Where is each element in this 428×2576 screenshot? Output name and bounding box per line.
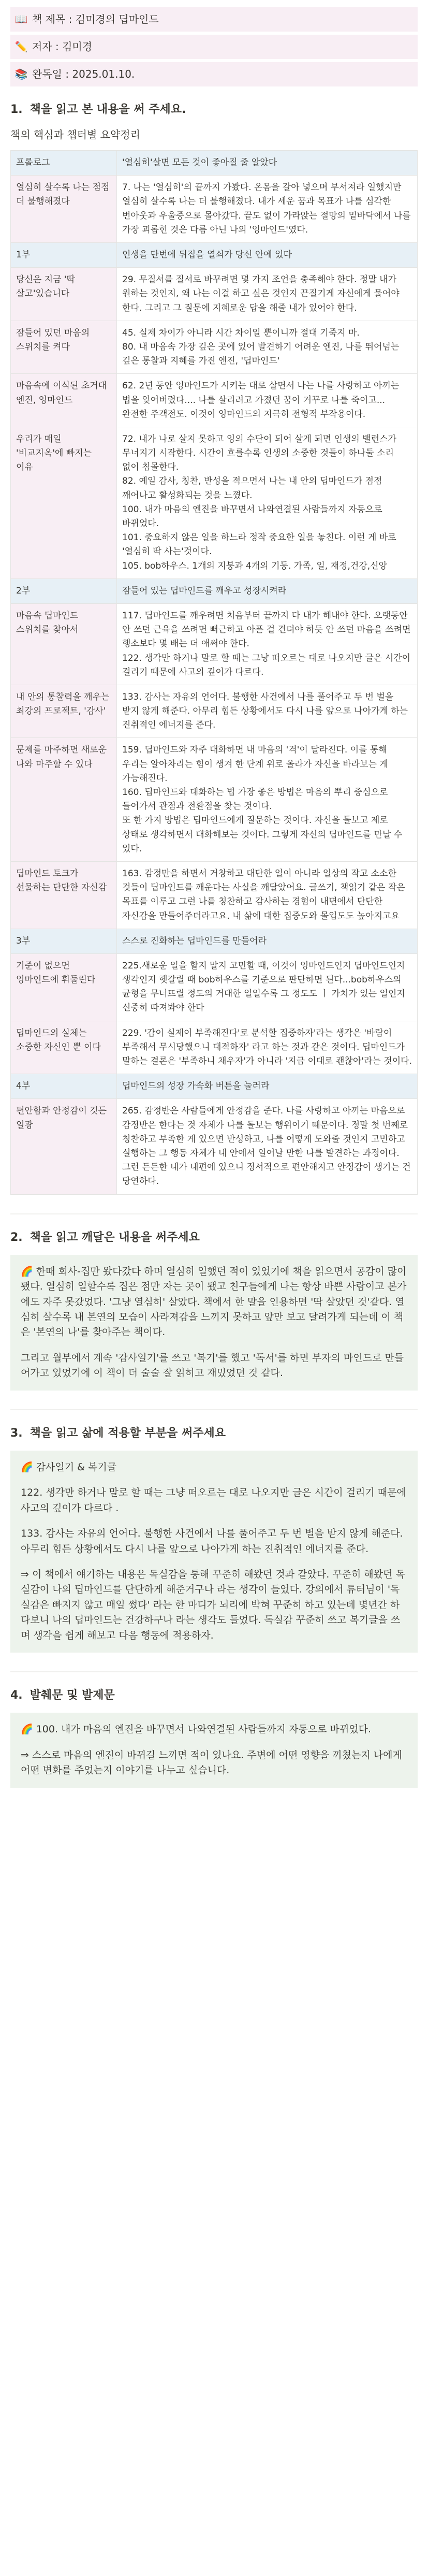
table-row [11, 176, 418, 243]
book-title: 책 제목 : 김미경의 딥마인드 [32, 13, 159, 25]
section3-heading [10, 1425, 418, 1442]
chapter-cell: 편안함과 안정감이 깃든 일광 [11, 1099, 117, 1194]
chapter-cell: 4부 [11, 1074, 117, 1099]
divider [10, 1213, 418, 1214]
table-row [11, 603, 418, 685]
section2-number: 2. [10, 1231, 23, 1244]
chapter-cell: 프롤로그 [11, 151, 117, 176]
table-row [11, 1021, 418, 1074]
section3-number: 3. [10, 1426, 23, 1440]
summary-cell: 229. '감이 실제이 부족해진다'로 분석할 집중하자'라는 생각은 '바람이 부족해서 무시당했으니 대적하자' 라고 하는 것과 같은 것이다. 딥마인드가 말하는 결론은 '부족하니 채우자'가 아니라 '지금 이대로 괜찮아'라는 것이다. [117, 1021, 418, 1074]
chapter-cell: 마음속에 이식된 초거대 엔진, 잉마인드 [11, 374, 117, 427]
table-row [11, 321, 418, 374]
chapter-cell: 2부 [11, 578, 117, 603]
summary-cell: 45. 실제 차이가 아니라 시간 차이일 뿐이니까 절대 기죽지 마. 80. 내 마음속 가장 깊은 곳에 있어 발견하기 어려운 엔진, 나를 뛰어넘는 깊은 통찰과 지혜를 가진 엔진, '딥마인드' [117, 321, 418, 374]
section1-title: 책을 읽고 본 내용을 써 주세요. [29, 103, 186, 116]
open-book-icon: 📖 [14, 13, 28, 25]
section2-paragraph: 그리고 월부에서 계속 '감사일기'를 쓰고 '복기'를 했고 '독서'를 하면 부자의 마인드로 만들어가고 있었기에 이 책이 더 술술 잘 읽히고 재밌었던 것 같다. [21, 1352, 404, 1379]
summary-cell: 7. 나는 '열심히'의 끝까지 가봤다. 온몸을 갈아 넣으며 부서져라 일했지만 열심히 살수록 나는 더 불행해졌다. 내가 세운 꿈과 목표가 나를 심각한 번아웃과 우울증으로 몰아갔다. 끝도 없이 가라앉는 절망의 밑바닥에서 나를 가장 괴롭힌 것은 다름 아닌 나의 '잉마인드'였다. [117, 176, 418, 243]
chapter-cell: 열심히 살수록 나는 점점 더 불행해졌다 [11, 176, 117, 243]
section2-paragraph: 🌈 한때 회사-집만 왔다갔다 하며 열심히 일했던 적이 있었기에 책을 읽으면서 공감이 많이 됐다. 열심히 일할수록 집은 점만 자는 곳이 됐고 친구들에게 나는 항상 바쁜 사람이고 본가에도 자주 못갔었다. '그냥 열심히' 살았다. 책에서 한 말을 인용하면 '딱 살았던 것'같다. 열심히 살수록 내 본연의 모습이 사라져감을 느끼지 못하고 앞만 보고 달려가게 되는데 이 책은 '본연의 나'를 찾아주는 책이다. [21, 1265, 407, 1338]
summary-cell: 72. 내가 나로 살지 못하고 잉의 수단이 되어 살게 되면 인생의 밸런스가 무너지기 시작한다. 시간이 흐를수록 인생의 소중한 것들이 하나둘 소리 없이 침몰한다. 82. 예일 감사, 칭찬, 반성을 적으면서 나는 내 안의 딥마인드가 점점 깨어나고 활성화되는 것을 느꼈다. 100. 내가 마음의 엔진을 바꾸면서 나와연결된 사람들까지 자동으로 바뀌었다. 101. 중요하지 않은 일을 하느라 정작 중요한 일을 놓친다. 이런 게 바로 '열심히 딱 사는'것이다. 105. bob하우스. 1개의 지붕과 4개의 기둥. 가족, 일, 재정,건강,신앙 [117, 427, 418, 578]
chapter-cell: 딥마인드 토크가 선물하는 단단한 자신감 [11, 861, 117, 929]
summary-cell: 62. 2년 동안 잉마인드가 시키는 대로 살면서 나는 나를 사랑하고 아끼는 법을 잊어버렸다.... 나를 살리려고 가졌던 꿈이 거꾸로 나를 죽이고... 완전한 주객전도. 이것이 잉마인드의 지극히 전형적 부작용이다. [117, 374, 418, 427]
book-title-block [10, 7, 418, 32]
table-part-header-row [11, 1074, 418, 1099]
summary-cell: 스스로 진화하는 딥마인드를 만들어라 [117, 929, 418, 953]
table-row [11, 374, 418, 427]
section1-subtitle: 책의 핵심과 챕터별 요약정리 [10, 128, 140, 141]
table-row [11, 953, 418, 1021]
chapter-cell: 3부 [11, 929, 117, 953]
table-row [11, 738, 418, 862]
finished-date-block [10, 62, 418, 86]
books-icon: 📚 [14, 68, 28, 80]
summary-cell: 인생을 단번에 뒤집을 열쇠가 당신 안에 있다 [117, 243, 418, 268]
section3-paragraph: 133. 감사는 자유의 언어다. 불행한 사건에서 나를 풀어주고 두 번 벌을 받지 않게 해준다. 아무리 힘든 상황에서도 다시 나를 앞으로 나아가게 하는 진취적인 에너지를 준다. [21, 1528, 403, 1555]
summary-cell: '열심히'살면 모든 것이 좋아질 줄 알았다 [117, 151, 418, 176]
table-part-header-row [11, 929, 418, 953]
divider [10, 1671, 418, 1672]
chapter-cell: 우리가 매일 '비교지옥'에 빠지는 이유 [11, 427, 117, 578]
finished-date: 완독일 : 2025.01.10. [32, 68, 135, 80]
divider [10, 1409, 418, 1410]
chapter-cell: 문제를 마주하면 새로운 나와 마주할 수 있다 [11, 738, 117, 862]
pencil-icon: ✏️ [14, 40, 28, 53]
author-block [10, 35, 418, 59]
section2-heading [10, 1229, 418, 1247]
section1-number: 1. [10, 103, 23, 116]
section3-subheading: 🌈 감사일기 & 복기글 [21, 1461, 117, 1473]
section4-number: 4. [10, 1689, 23, 1702]
summary-cell: 딥마인드의 성장 가속화 버튼을 눌러라 [117, 1074, 418, 1099]
section1-heading [10, 101, 418, 119]
chapter-cell: 잠들어 있던 마음의 스위치를 켜다 [11, 321, 117, 374]
summary-cell: 265. 감정반은 사람들에게 안정감을 준다. 나를 사랑하고 아끼는 마음으로 감정반은 한다는 것 자체가 나를 돌보는 행위이기 때문이다. 정말 첫 번째로 칭찬하고 부족한 게 있으면 반성하고, 나를 어떻게 도와줄 것인지 고민하고 실행하는 그 행동 자체가 내 안에서 일어날 만한 나를 발견하는 과정이다. 그런 든든한 내가 내편에 있으니 정서적으로 편안해지고 안정감이 생기는 건 당연하다. [117, 1099, 418, 1194]
table-row [11, 427, 418, 578]
chapter-cell: 딥마인드의 실체는 소중한 자신인 뿐 이다 [11, 1021, 117, 1074]
table-part-header-row [11, 151, 418, 176]
summary-cell: 29. 무질서를 질서로 바꾸려면 몇 가지 조언을 충족해야 한다. 정말 내가 원하는 것인지, 왜 나는 이걸 하고 싶은 것인지 끈질기게 자신에게 물어야 한다. 그리고 그 질문에 지혜로운 답을 해줄 내가 있어야 한다. [117, 268, 418, 321]
summary-cell: 잠들어 있는 딥마인드를 깨우고 성장시켜라 [117, 578, 418, 603]
summary-cell: 225.새로운 일을 할지 말지 고민할 때, 이것이 잉마인드인지 딥마인드인지 생각인지 헷갈릴 때 bob하우스를 기준으로 판단하면 된다...bob하우스의 균형을 무너뜨릴 정도의 거대한 일일수록 그 정도도 ㅣ 가치가 있는 일인지 신중히 따져봐야 한다 [117, 953, 418, 1021]
section3-paragraph: 122. 생각만 하거나 말로 할 때는 그냥 떠오르는 대로 나오지만 글은 시간이 걸리기 때문에 사고의 깊이가 다르다 . [21, 1487, 406, 1514]
author: 저자 : 김미경 [32, 40, 93, 53]
chapter-cell: 당신은 지금 '딱 살고'있습니다 [11, 268, 117, 321]
summary-table [10, 150, 418, 1194]
table-part-header-row [11, 243, 418, 268]
table-row [11, 1099, 418, 1194]
section4-heading [10, 1687, 418, 1704]
chapter-cell: 1부 [11, 243, 117, 268]
summary-cell: 163. 감정만을 하면서 거창하고 대단한 일이 아니라 일상의 작고 소소한 것들이 딥마인드를 깨운다는 사실을 깨달았어요. 글쓰기, 책읽기 같은 작은 목표를 이루고 그런 나를 칭찬하고 감사하는 경험이 내면에서 단단한 자신감을 만들어주더라고요. 내 삶에 대한 집중도와 몰입도도 높아지고요 [117, 861, 418, 929]
chapter-cell: 기준이 없으면 잉마인드에 휘둘린다 [11, 953, 117, 1021]
section4-title: 발췌문 및 발제문 [29, 1689, 115, 1702]
section3-paragraph: ⇒ 이 책에서 얘기하는 내용은 독실감을 통해 꾸준히 해왔던 것과 같았다. 꾸준히 해왔던 독실감이 나의 딥마인드를 단단하게 해준거구나 라는 생각이 들었다. 강의에서 튜터님이 '독실감은 빠지지 않고 매일 썼다' 라는 한 마디가 뇌리에 박혀 꾸준히 하고 있는데 몇년간 하다보니 나의 딥마인드는 건강하구나 라는 생각도 들었다. 독실감 꾸준히 쓰고 복기글을 쓰며 생각을 쉽게 해보고 다음 행동에 적용하자. [21, 1568, 405, 1641]
section2-callout [10, 1255, 418, 1391]
summary-cell: 159. 딥마인드와 자주 대화하면 내 마음의 '격'이 달라진다. 이를 통해 우리는 알아차리는 힘이 생겨 한 단계 위로 올라가 자신을 바라보는 게 가능해진다. 160. 딥마인드와 대화하는 법 가장 좋은 방법은 마음의 뿌리 중심으로 들어가서 관점과 전환점을 찾는 것이다. 또 한 가지 방법은 딥마인드에게 질문하는 것이다. 자신을 돌보고 제로 상태로 생각하면서 대화해보는 것이다. 그렇게 자신의 딥마인드를 만날 수 있다. [117, 738, 418, 862]
table-row [11, 861, 418, 929]
chapter-cell: 내 안의 통찰력을 깨우는 최강의 프로젝트, '감사' [11, 685, 117, 738]
section2-title: 책을 읽고 깨달은 내용을 써주세요 [29, 1231, 200, 1244]
table-part-header-row [11, 578, 418, 603]
section3-callout [10, 1451, 418, 1653]
table-row [11, 685, 418, 738]
section4-callout [10, 1713, 418, 1787]
section3-title: 책을 읽고 삶에 적용할 부분을 써주세요 [29, 1426, 226, 1440]
book-meta [10, 7, 418, 86]
table-row [11, 268, 418, 321]
chapter-cell: 마음속 딥마인드 스위치를 찾아서 [11, 603, 117, 685]
section4-paragraph: 🌈 100. 내가 마음의 엔진을 바꾸면서 나와연결된 사람들까지 자동으로 바뀌었다. [21, 1724, 371, 1735]
summary-cell: 133. 감사는 자유의 언어다. 불행한 사건에서 나를 풀어주고 두 번 벌을 받지 않게 해준다. 아무리 힘든 상황에서도 다시 나를 앞으로 나아가게 하는 진취적인 에너지를 준다. [117, 685, 418, 738]
summary-cell: 117. 딥마인드를 깨우려면 처음부터 끝까지 다 내가 해내야 한다. 오랫동안 안 쓰던 근육을 쓰려면 뻐근하고 아픈 걸 견뎌야 하듯 안 쓰던 마음을 쓰려면 행소보다 몇 배는 더 애써야 한다. 122. 생각만 하거나 말로 할 때는 그냥 떠오르는 대로 나오지만 글은 시간이 걸리기 때문에 사고의 깊이가 다르다. [117, 603, 418, 685]
section4-paragraph: ⇒ 스스로 마음의 엔진이 바뀌길 느끼면 적이 있나요. 주변에 어떤 영향을 끼쳤는지 나에게 어떤 변화를 주었는지 이야기를 나누고 싶습니다. [21, 1749, 402, 1776]
